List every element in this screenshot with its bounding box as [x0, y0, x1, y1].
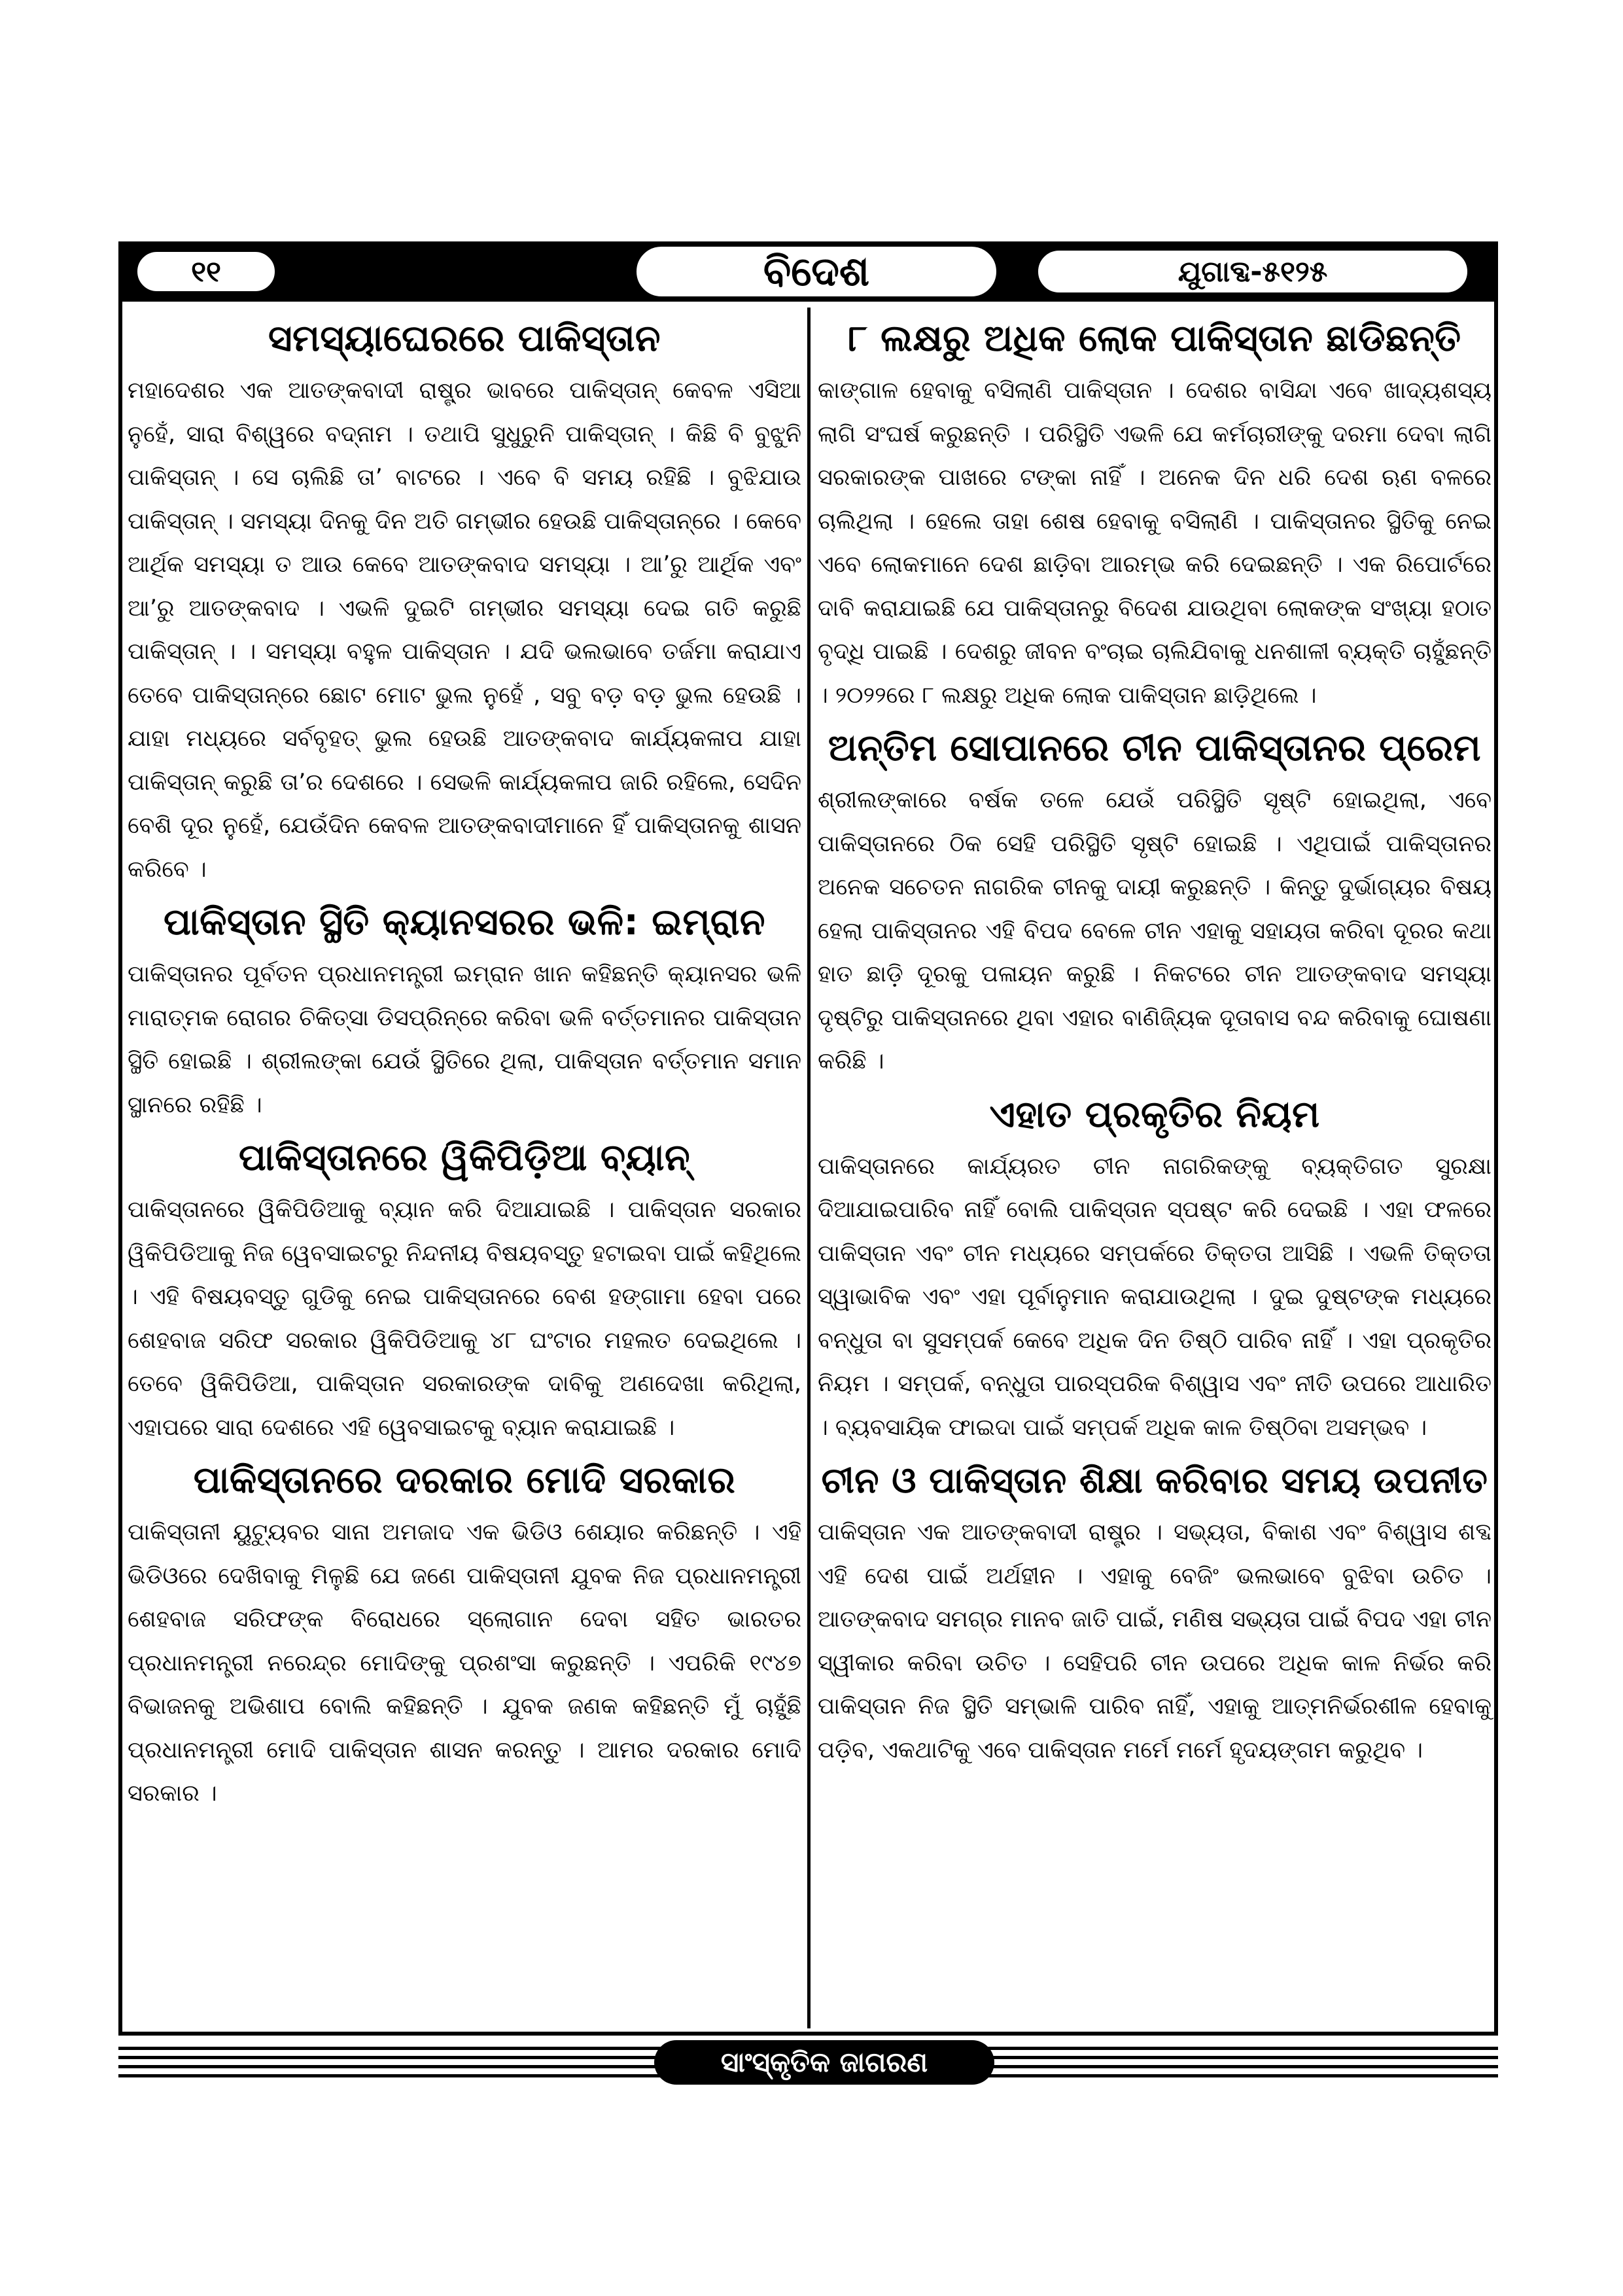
date-label: ଯୁଗାବ୍ଦ-୫୧୨୫ — [1035, 247, 1471, 296]
column-divider — [807, 308, 811, 2028]
article — [128, 1453, 801, 1816]
article-body: କାଙ୍ଗାଳ ହେବାକୁ ବସିଲାଣି ପାକିସ୍ତାନ । ଦେଶର ବାସିନ୍ଦା ଏବେ ଖାଦ୍ୟଶସ୍ୟ ଲାଗି ସଂଘର୍ଷ କରୁଛନ୍ତି । ପରିସ୍ଥିତି ଏଭଳି ଯେ କର୍ମଚାରୀଙ୍କୁ ଦରମା ଦେବା ଲାଗି ସରକାରଙ୍କ ପାଖରେ ଟଙ୍କା ନାହିଁ । ଅନେକ ଦିନ ଧରି ଦେଶ ଋଣ ବଳରେ ଚାଲିଥିଲା । ହେଲେ ତାହା ଶେଷ ହେବାକୁ ବସିଲାଣି । ପାକିସ୍ତାନର ସ୍ଥିତିକୁ ନେଇ ଏବେ ଲୋକମାନେ ଦେଶ ଛାଡ଼ିବା ଆରମ୍ଭ କରି ଦେଇଛନ୍ତି । ଏକ ରିପୋର୍ଟରେ ଦାବି କରାଯାଇଛି ଯେ ପାକିସ୍ତାନରୁ ବିଦେଶ ଯାଉଥିବା ଲୋକଙ୍କ ସଂଖ୍ୟା ହଠାତ ବୃଦ୍ଧି ପାଇଛି । ଦେଶରୁ ଜୀବନ ବଂଚାଇ ଚାଲିଯିବାକୁ ଧନଶାଳୀ ବ୍ୟକ୍ତି ଚାହୁଁଛନ୍ତି । ୨୦୨୨ରେ ୮ ଲକ୍ଷରୁ ଅଧିକ ଲୋକ ପାକିସ୍ତାନ ଛାଡ଼ିଥିଲେ । — [818, 378, 1492, 709]
article-title: ଏହାତ ପ୍ରକୃତିର ନିୟମ — [989, 1093, 1320, 1136]
article-body: ପାକିସ୍ତାନ ଏକ ଆତଙ୍କବାଦୀ ରାଷ୍ଟ୍ର । ସଭ୍ୟତା, ବିକାଶ ଏବଂ ବିଶ୍ୱାସ ଶବ୍ଦ ଏହି ଦେଶ ପାଇଁ ଅର୍ଥହୀନ । ଏହାକୁ ବେଜିଂ ଭଲଭାବେ ବୁଝିବା ଉଚିତ । ଆତଙ୍କବାଦ ସମଗ୍ର ମାନବ ଜାତି ପାଇଁ, ମଣିଷ ସଭ୍ୟତା ପାଇଁ ବିପଦ ଏହା ଚୀନ ସ୍ୱୀକାର କରିବା ଉଚିତ । ସେହିପରି ଚୀନ ଉପରେ ଅଧିକ କାଳ ନିର୍ଭର କରି ପାକିସ୍ତାନ ନିଜ ସ୍ଥିତି ସମ୍ଭାଳି ପାରିବ ନାହିଁ, ଏହାକୁ ଆତ୍ମନିର୍ଭରଶୀଳ ହେବାକୁ ପଡ଼ିବ, ଏକଥାଟିକୁ ଏବେ ପାକିସ୍ତାନ ମର୍ମେ ମର୍ମେ ହୃଦୟଙ୍ଗମ କରୁଥିବ । — [818, 1519, 1492, 1763]
article — [818, 1087, 1492, 1450]
article-body: ଶ୍ରୀଲଙ୍କାରେ ବର୍ଷକ ତଳେ ଯେଉଁ ପରିସ୍ଥିତି ସୃଷ୍ଟି ହୋଇଥିଲା, ଏବେ ପାକିସ୍ତାନରେ ଠିକ ସେହି ପରିସ୍ଥିତି ସୃଷ୍ଟି ହୋଇଛି । ଏଥିପାଇଁ ପାକିସ୍ତାନର ଅନେକ ସଚେତନ ନାଗରିକ ଚୀନକୁ ଦାୟୀ କରୁଛନ୍ତି । କିନ୍ତୁ ଦୁର୍ଭାଗ୍ୟର ବିଷୟ ହେଲା ପାକିସ୍ତାନର ଏହି ବିପଦ ବେଳେ ଚୀନ ଏହାକୁ ସହାୟତା କରିବା ଦୂରର କଥା ହାତ ଛାଡ଼ି ଦୂରକୁ ପଳାୟନ କରୁଛି । ନିକଟରେ ଚୀନ ଆତଙ୍କବାଦ ସମସ୍ୟା ଦୃଷ୍ଟିରୁ ପାକିସ୍ତାନରେ ଥିବା ଏହାର ବାଣିଜ୍ୟିକ ଦୂତାବାସ ବନ୍ଦ କରିବାକୁ ଘୋଷଣା କରିଛି । — [818, 787, 1492, 1074]
article-body: ମହାଦେଶର ଏକ ଆତଙ୍କବାଦୀ ରାଷ୍ଟ୍ର ଭାବରେ ପାକିସ୍ତାନ୍ କେବଳ ଏସିଆ ନୁହେଁ, ସାରା ବିଶ୍ୱରେ ବଦ୍‌ନାମ । ତଥାପି ସୁଧୁରୁନି ପାକିସ୍ତାନ୍ । କିଛି ବି ବୁଝୁନି ପାକିସ୍ତାନ୍ । ସେ ଚାଲିଛି ତା’ ବାଟରେ । ଏବେ ବି ସମୟ ରହିଛି । ବୁଝିଯାଉ ପାକିସ୍ତାନ୍ । ସମସ୍ୟା ଦିନକୁ ଦିନ ଅତି ଗମ୍ଭୀର ହେଉଛି ପାକିସ୍ତାନ୍‌ରେ । କେବେ ଆର୍ଥିକ ସମସ୍ୟା ତ ଆଉ କେବେ ଆତଙ୍କବାଦ ସମସ୍ୟା । ଆ’ରୁ ଆର୍ଥିକ ଏବଂ ଆ’ରୁ ଆତଙ୍କବାଦ । ଏଭଳି ଦୁଇଟି ଗମ୍ଭୀର ସମସ୍ୟା ଦେଇ ଗତି କରୁଛି ପାକିସ୍ତାନ୍ । । ସମସ୍ୟା ବହୁଳ ପାକିସ୍ତାନ । ଯଦି ଭଲଭାବେ ତର୍ଜମା କରାଯାଏ ତେବେ ପାକିସ୍ତାନ୍‌ରେ ଛୋଟ ମୋଟ ଭୁଲ ନୁହେଁ , ସବୁ ବଡ଼ ବଡ଼ ଭୁଲ ହେଉଛି । ଯାହା ମଧ୍ୟରେ ସର୍ବବୃହତ୍ ଭୁଲ ହେଉଛି ଆତଙ୍କବାଦ କାର୍ଯ୍ୟକଳାପ ଯାହା ପାକିସ୍ତାନ୍ କରୁଛି ତା’ର ଦେଶରେ । ସେଭଳି କାର୍ଯ୍ୟକଳାପ ଜାରି ରହିଲେ, ସେଦିନ ବେଶି ଦୂର ନୁହେଁ, ଯେଉଁଦିନ କେବଳ ଆତଙ୍କବାଦୀମାନେ ହିଁ ପାକିସ୍ତାନକୁ ଶାସନ କରିବେ । — [128, 378, 801, 883]
article-title: ୮ ଲକ୍ଷରୁ ଅଧିକ ଲୋକ ପାକିସ୍ତାନ ଛାଡିଛନ୍ତି — [848, 317, 1461, 360]
article-body: ପାକିସ୍ତାନରେ କାର୍ଯ୍ୟରତ ଚୀନ ନାଗରିକଙ୍କୁ ବ୍ୟକ୍ତିଗତ ସୁରକ୍ଷା ଦିଆଯାଇପାରିବ ନାହିଁ ବୋଲି ପାକିସ୍ତାନ ସ୍ପଷ୍ଟ କରି ଦେଇଛି । ଏହା ଫଳରେ ପାକିସ୍ତାନ ଏବଂ ଚୀନ ମଧ୍ୟରେ ସମ୍ପର୍କରେ ତିକ୍ତତା ଆସିଛି । ଏଭଳି ତିକ୍ତତା ସ୍ୱାଭାବିକ ଏବଂ ଏହା ପୂର୍ବାନୁମାନ କରାଯାଉଥିଲା । ଦୁଇ ଦୁଷ୍ଟଙ୍କ ମଧ୍ୟରେ ବନ୍ଧୁତା ବା ସୁସମ୍ପର୍କ କେବେ ଅଧିକ ଦିନ ତିଷ୍ଠି ପାରିବ ନାହିଁ । ଏହା ପ୍ରକୃତିର ନିୟମ । ସମ୍ପର୍କ, ବନ୍ଧୁତା ପାରସ୍ପରିକ ବିଶ୍ୱାସ ଏବଂ ନୀତି ଉପରେ ଆଧାରିତ । ବ୍ୟବସାୟିକ ଫାଇଦା ପାଇଁ ସମ୍ପର୍କ ଅଧିକ କାଳ ତିଷ୍ଠିବା ଅସମ୍ଭବ । — [818, 1153, 1492, 1441]
article-title: ପାକିସ୍ତାନରେ ଦରକାର ମୋଦି ସରକାର — [193, 1459, 736, 1502]
article-title: ଚୀନ ଓ ପାକିସ୍ତାନ ଶିକ୍ଷା କରିବାର ସମୟ ଉପନୀତ — [821, 1460, 1488, 1501]
article — [818, 1453, 1492, 1772]
article — [818, 721, 1492, 1084]
article-title: ପାକିସ୍ତାନରେ ୱିକିପିଡ଼ିଆ ବ୍ୟାନ୍ — [238, 1137, 691, 1179]
article-body: ପାକିସ୍ତାନର ପୂର୍ବତନ ପ୍ରଧାନମନ୍ତ୍ରୀ ଇମ୍ରାନ ଖାନ କହିଛନ୍ତି କ୍ୟାନସର ଭଳି ମାରାତ୍ମକ ରୋଗର ଚିକିତ୍ସା ଡିସପ୍ରିନ୍‌ରେ କରିବା ଭଳି ବର୍ତ୍ତମାନର ପାକିସ୍ତାନ ସ୍ଥିତି ହୋଇଛି । ଶ୍ରୀଲଙ୍କା ଯେଉଁ ସ୍ଥିତିରେ ଥିଲା, ପାକିସ୍ତାନ ବର୍ତ୍ତମାନ ସମାନ ସ୍ଥାନରେ ରହିଛି । — [128, 961, 801, 1118]
page-number: ୧୧ — [134, 249, 278, 294]
article — [818, 311, 1492, 717]
left-column — [128, 308, 801, 1816]
article-title: ସମସ୍ୟାଘେରରେ ପାକିସ୍ତାନ — [268, 317, 661, 360]
article — [128, 1131, 801, 1449]
article-title: ପାକିସ୍ତାନ ସ୍ଥିତି କ୍ୟାନସରର ଭଳି: ଇମ୍ରାନ — [163, 901, 766, 944]
section-title: ବିଦେଶ — [633, 243, 1000, 300]
article-body: ପାକିସ୍ତାନୀ ୟୁଟ୍ୟୁବର ସାନା ଅମଜାଦ ଏକ ଭିଡିଓ ଶେୟାର କରିଛନ୍ତି । ଏହି ଭିଡିଓରେ ଦେଖିବାକୁ ମିଳୁଛି ଯେ ଜଣେ ପାକିସ୍ତାନୀ ଯୁବକ ନିଜ ପ୍ରଧାନମନ୍ତ୍ରୀ ଶେହବାଜ ସରିଫଙ୍କ ବିରୋଧରେ ସ୍ଲୋଗାନ ଦେବା ସହିତ ଭାରତର ପ୍ରଧାନମନ୍ତ୍ରୀ ନରେନ୍ଦ୍ର ମୋଦିଙ୍କୁ ପ୍ରଶଂସା କରୁଛନ୍ତି । ଏପରିକି ୧୯୪୭ ବିଭାଜନକୁ ଅଭିଶାପ ବୋଲି କହିଛନ୍ତି । ଯୁବକ ଜଣକ କହିଛନ୍ତି ମୁଁ ଚାହୁଁଛି ପ୍ରଧାନମନ୍ତ୍ରୀ ମୋଦି ପାକିସ୍ତାନ ଶାସନ କରନ୍ତୁ । ଆମର ଦରକାର ମୋଦି ସରକାର । — [128, 1519, 801, 1807]
article-body: ପାକିସ୍ତାନରେ ୱିକିପିଡିଆକୁ ବ୍ୟାନ କରି ଦିଆଯାଇଛି । ପାକିସ୍ତାନ ସରକାର ୱିକିପିଡିଆକୁ ନିଜ ୱେବସାଇଟରୁ ନିନ୍ଦନୀୟ ବିଷୟବସ୍ତୁ ହଟାଇବା ପାଇଁ କହିଥିଲେ । ଏହି ବିଷୟବସ୍ତୁ ଗୁଡିକୁ ନେଇ ପାକିସ୍ତାନରେ ବେଶ ହଙ୍ଗାମା ହେବା ପରେ ଶେହବାଜ ସରିଫ ସରକାର ୱିକିପିଡିଆକୁ ୪୮ ଘଂଟାର ମହଲତ ଦେଇଥିଲେ । ତେବେ ୱିକିପିଡିଆ, ପାକିସ୍ତାନ ସରକାରଙ୍କ ଦାବିକୁ ଅଣଦେଖା କରିଥିଲା, ଏହାପରେ ସାରା ଦେଶରେ ଏହି ୱେବସାଇଟକୁ ବ୍ୟାନ କରାଯାଇଛି । — [128, 1197, 801, 1441]
footer-title: ସାଂସ୍କୃତିକ ଜାଗରଣ — [654, 2040, 994, 2085]
article-title: ଅନ୍ତିମ ସୋପାନରେ ଚୀନ ପାକିସ୍ତାନର ପ୍ରେମ — [828, 727, 1482, 769]
right-column — [818, 308, 1492, 1772]
article — [128, 311, 801, 891]
article — [128, 895, 801, 1127]
